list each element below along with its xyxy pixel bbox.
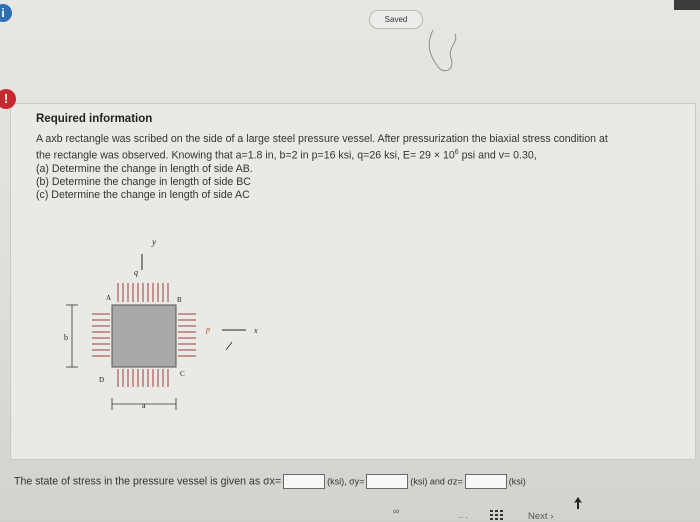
unit-label-2: (ksi) and σz= (410, 476, 463, 487)
label-A: A (106, 294, 112, 302)
label-B: B (177, 296, 182, 304)
dots-icon: ·· · (458, 513, 469, 522)
label-a: a (142, 401, 146, 410)
top-right-mark (674, 0, 700, 10)
part-c: (c) Determine the change in length of side AC (36, 188, 250, 201)
next-label: Next (528, 511, 548, 522)
unit-label-1: (ksi), σy= (327, 476, 365, 487)
part-b: (b) Determine the change in length of side BC (36, 175, 251, 188)
label-y: y (152, 237, 156, 247)
answer-row (14, 474, 526, 489)
sigma-x-input[interactable] (283, 474, 325, 489)
chevron-right-icon: › (550, 511, 554, 522)
problem-line-2: the rectangle was observed. Knowing that a=1.8 in, b=2 in p=16 ksi, q=26 ksi, $E= 29 \times 10^6$ psi and v= 0.30, (36, 149, 537, 162)
problem-statement (36, 133, 686, 202)
label-p: p (206, 325, 210, 334)
answer-prompt: The state of stress in the pressure vessel is given as σx= (14, 475, 282, 488)
grid-icon[interactable] (490, 510, 504, 520)
label-x: x (254, 326, 258, 335)
next-button[interactable] (528, 511, 553, 522)
unit-label-3: (ksi) (508, 476, 526, 487)
info-icon[interactable]: i (0, 4, 12, 22)
alert-icon: ! (0, 89, 16, 109)
stress-diagram (56, 232, 276, 417)
label-C: C (180, 370, 185, 378)
cursor-icon (574, 497, 584, 509)
saved-status: Saved (369, 10, 423, 29)
required-info-title: Required information (36, 113, 153, 125)
label-b: b (64, 333, 68, 342)
sigma-y-input[interactable] (366, 474, 408, 489)
problem-line-1: A axb rectangle was scribed on the side of a large steel pressure vessel. After pressurization the biaxial stress condition at (36, 133, 608, 145)
label-q: q (134, 268, 138, 277)
pager-icon[interactable]: ∞ (393, 506, 400, 516)
sigma-z-input[interactable] (465, 474, 507, 489)
pen-scribble (425, 28, 465, 78)
label-D: D (99, 376, 105, 384)
part-a: (a) Determine the change in length of side AB. (36, 162, 253, 175)
